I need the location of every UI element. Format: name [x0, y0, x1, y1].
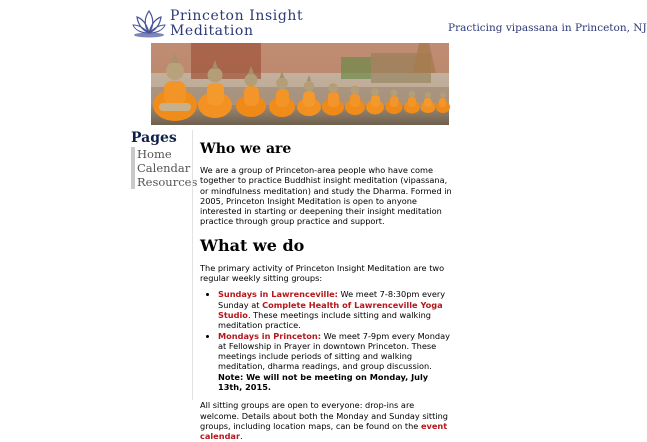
- yoga-studio-link[interactable]: Complete Health of Lawrenceville Yoga Studio: [218, 299, 443, 320]
- mondays-label: Mondays in Princeton:: [218, 330, 322, 341]
- site-header: [132, 8, 647, 40]
- sidebar-link-home[interactable]: Home: [137, 147, 172, 161]
- sidebar-link-calendar[interactable]: Calendar: [137, 161, 191, 175]
- main-content: [192, 130, 452, 442]
- drop-in-paragraph: [200, 400, 452, 441]
- sidebar-item-calendar: [131, 161, 193, 175]
- sidebar: [131, 130, 198, 189]
- sidebar-item-resources: [131, 175, 198, 189]
- sidebar-link-resources[interactable]: Resources: [137, 175, 198, 189]
- list-item-sundays: [218, 289, 452, 330]
- sundays-text-1: We meet 7-8:30pm every Sunday at: [218, 289, 446, 310]
- sidebar-nav: [131, 147, 198, 189]
- site-tagline: Practicing vipassana in Princeton, NJ: [448, 22, 647, 34]
- who-we-are-heading: Who we are: [200, 141, 292, 157]
- sundays-label: Sundays in Lawrenceville:: [218, 289, 338, 300]
- what-we-do-heading: What we do: [200, 235, 305, 255]
- buddha-statues-banner: [151, 43, 449, 125]
- drop-in-text: All sitting groups are open to everyone: drop-ins are welcome. Details about both the Monday and Sunday sitting groups, including location maps, can be found on the: [200, 400, 448, 431]
- sidebar-item-home: [131, 147, 193, 161]
- lotus-logo-icon[interactable]: [132, 8, 166, 38]
- sundays-text-2: . These meetings include sitting and walking meditation practice.: [218, 309, 431, 331]
- list-item-mondays: [218, 331, 452, 393]
- sitting-groups-list: [200, 289, 452, 392]
- site-title-line-2: Meditation: [170, 23, 254, 39]
- sidebar-title: Pages: [131, 130, 177, 146]
- mondays-note: Note: We will not be meeting on Monday, July 13th, 2015.: [218, 371, 429, 393]
- banner-image: [151, 43, 449, 125]
- drop-in-end: .: [240, 431, 243, 442]
- site-title[interactable]: [170, 9, 303, 39]
- site-title-line-1: Princeton Insight: [170, 8, 304, 24]
- mondays-text-1: We meet 7-9pm every Monday at Fellowship in Prayer in downtown Princeton. These meetings include periods of sitting and walking meditation, dharma readings, and group discussion.: [218, 330, 450, 372]
- event-calendar-link[interactable]: event calendar: [200, 420, 448, 442]
- what-we-do-intro: The primary activity of Princeton Insight Meditation are two regular weekly sitting groups:: [200, 262, 445, 284]
- who-we-are-paragraph: We are a group of Princeton-area people who have come together to practice Buddhist insight meditation (vipassana, or mindfulness meditation) and study the Dharma. Formed in 2005, Princeton Insight Meditation is open to anyone interested in starting or deepening their insight meditation practice through group practice and support.: [200, 165, 452, 227]
